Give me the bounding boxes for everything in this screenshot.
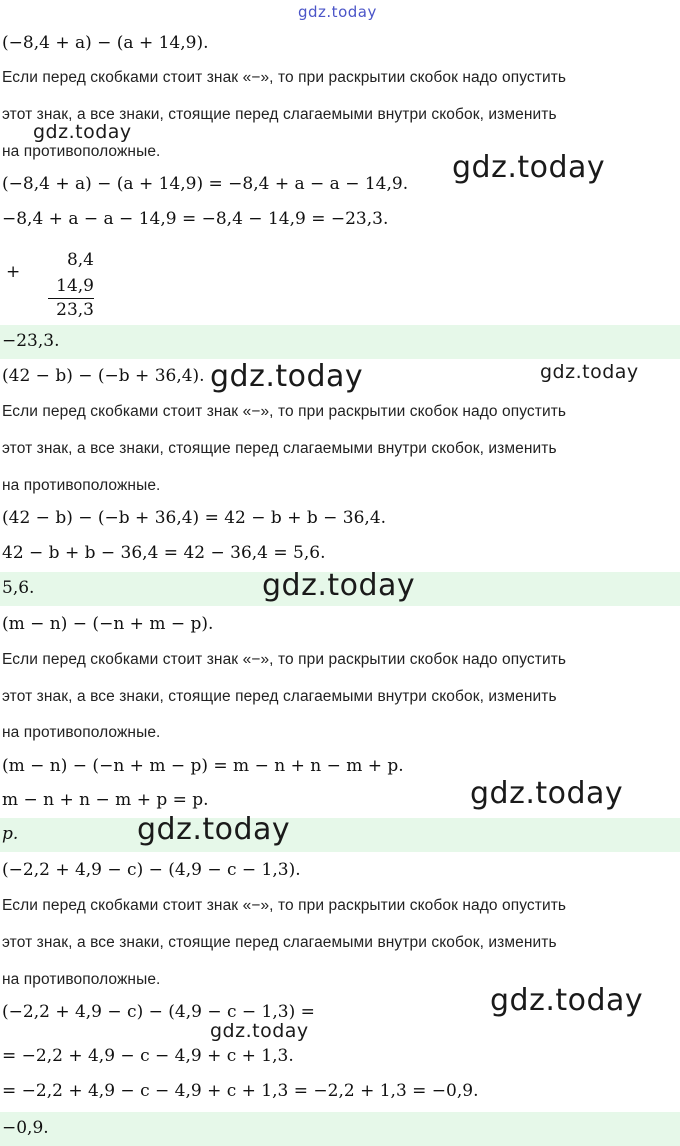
rule-text-4-line-1: Если перед скобками стоит знак «−», то при раскрытии скобок надо опустить — [2, 897, 567, 914]
watermark: gdz.today — [210, 359, 364, 394]
problem-1-step-1: (−8,4 + a) − (a + 14,9) = −8,4 + a − a − 14,9. — [2, 174, 409, 194]
watermark: gdz.today — [137, 812, 291, 847]
watermark: gdz.today — [33, 121, 132, 143]
problem-4-answer: −0,9. — [2, 1118, 49, 1138]
watermark: gdz.today — [540, 361, 639, 383]
watermark: gdz.today — [452, 150, 606, 185]
rule-text-1-line-2: этот знак, а все знаки, стоящие перед слагаемыми внутри скобок, изменить — [2, 106, 557, 123]
problem-2-expression: (42 − b) − (−b + 36,4). — [2, 366, 205, 386]
watermark: gdz.today — [470, 776, 624, 811]
answer-band-3 — [0, 818, 680, 852]
problem-3-step-1: (m − n) − (−n + m − p) = m − n + n − m + p. — [2, 756, 404, 776]
problem-2-step-2: 42 − b + b − 36,4 = 42 − 36,4 = 5,6. — [2, 543, 326, 563]
rule-text-3-line-2: этот знак, а все знаки, стоящие перед слагаемыми внутри скобок, изменить — [2, 688, 557, 705]
column-rule — [48, 298, 94, 299]
answer-band-1 — [0, 325, 680, 359]
problem-4-step-1: (−2,2 + 4,9 − c) − (4,9 − c − 1,3) = — [2, 1002, 315, 1022]
problem-1-step-2: −8,4 + a − a − 14,9 = −8,4 − 14,9 = −23,3. — [2, 209, 389, 229]
problem-4-step-3: = −2,2 + 4,9 − c − 4,9 + c + 1,3 = −2,2 + 1,3 = −0,9. — [2, 1081, 479, 1101]
column-bottom-number: 14,9 — [56, 276, 94, 296]
problem-1-answer: −23,3. — [2, 331, 60, 351]
problem-4-expression: (−2,2 + 4,9 − c) − (4,9 − c − 1,3). — [2, 860, 301, 880]
rule-text-2-line-1: Если перед скобками стоит знак «−», то при раскрытии скобок надо опустить — [2, 403, 567, 420]
problem-2-answer: 5,6. — [2, 578, 35, 598]
rule-text-4-line-3: на противоположные. — [2, 971, 161, 988]
watermark-top: gdz.today — [298, 3, 377, 21]
rule-text-4-line-2: этот знак, а все знаки, стоящие перед слагаемыми внутри скобок, изменить — [2, 934, 557, 951]
rule-text-1-line-3: на противоположные. — [2, 143, 161, 160]
problem-3-step-2: m − n + n − m + p = p. — [2, 790, 209, 810]
rule-text-2-line-3: на противоположные. — [2, 477, 161, 494]
watermark: gdz.today — [262, 568, 416, 603]
problem-1-expression: (−8,4 + a) − (a + 14,9). — [2, 33, 209, 53]
rule-text-3-line-3: на противоположные. — [2, 724, 161, 741]
rule-text-1-line-1: Если перед скобками стоит знак «−», то при раскрытии скобок надо опустить — [2, 69, 567, 86]
answer-band-4 — [0, 1112, 680, 1146]
watermark: gdz.today — [210, 1020, 309, 1042]
column-top-number: 8,4 — [66, 250, 94, 270]
rule-text-3-line-1: Если перед скобками стоит знак «−», то при раскрытии скобок надо опустить — [2, 651, 567, 668]
problem-3-expression: (m − n) − (−n + m − p). — [2, 614, 214, 634]
column-result: 23,3 — [56, 300, 94, 320]
rule-text-2-line-2: этот знак, а все знаки, стоящие перед слагаемыми внутри скобок, изменить — [2, 440, 557, 457]
problem-3-answer: p. — [2, 824, 19, 844]
column-sign: + — [6, 262, 21, 282]
problem-4-step-2: = −2,2 + 4,9 − c − 4,9 + c + 1,3. — [2, 1046, 294, 1066]
problem-2-step-1: (42 − b) − (−b + 36,4) = 42 − b + b − 36,4. — [2, 508, 387, 528]
watermark: gdz.today — [490, 983, 644, 1018]
